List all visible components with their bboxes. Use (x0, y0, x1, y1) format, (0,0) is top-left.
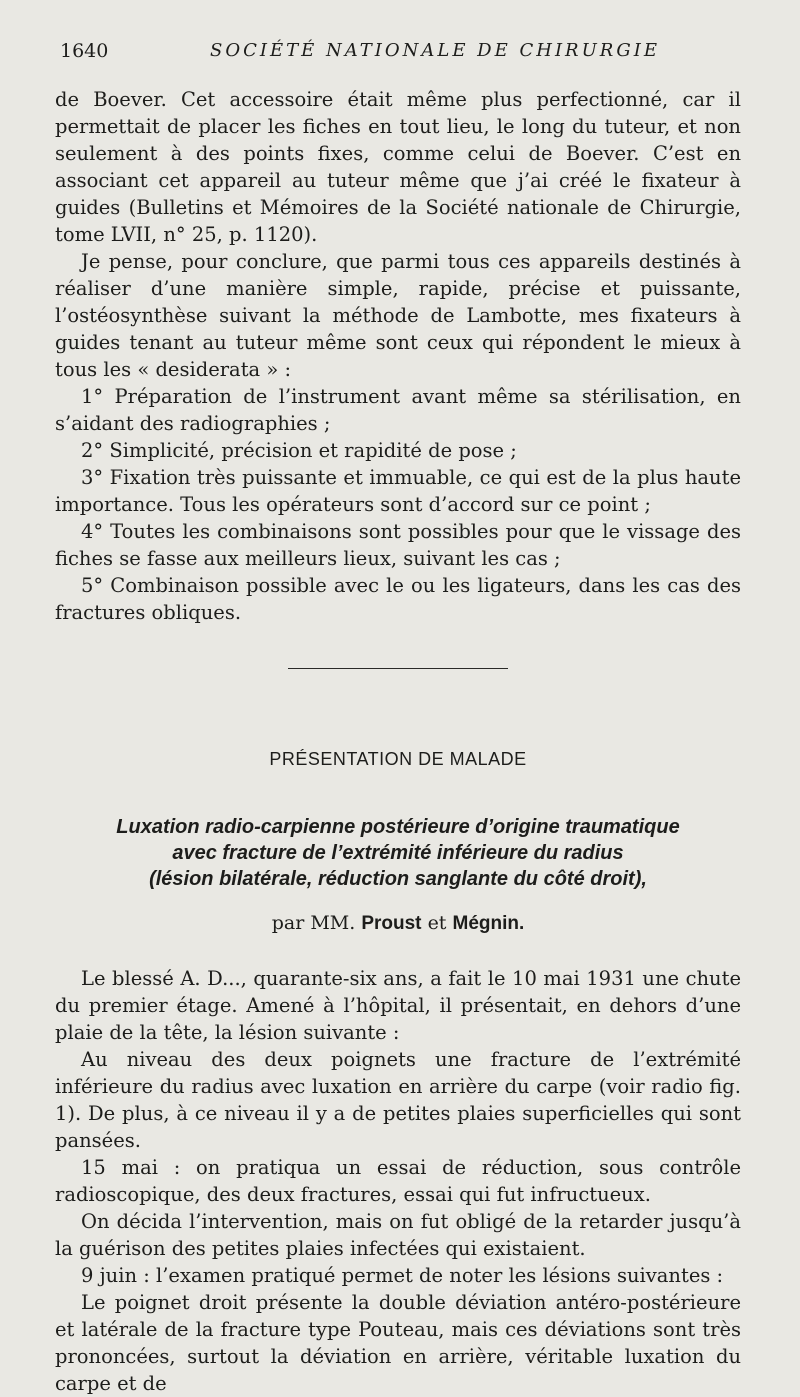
authors-and: et (427, 912, 447, 934)
list-item: 1° Préparation de l’instrument avant même sa stérilisation, en s’aidant des radiographies ; (55, 385, 741, 435)
paragraph: 9 juin : l’examen pratiqué permet de noter les lésions suivantes : (81, 1264, 724, 1287)
authors-prefix: par MM. (271, 912, 356, 934)
paragraph: On décida l’intervention, mais on fut obligé de la retarder jusqu’à la guérison des petites plaies infectées qui existaient. (55, 1210, 741, 1260)
page-number: 1640 (60, 40, 109, 62)
article-title-line: avec fracture de l’extrémité inférieure du radius (172, 842, 624, 864)
paragraph: Au niveau des deux poignets une fracture de l’extrémité inférieure du radius avec luxation en arrière du carpe (voir radio fig. 1). De plus, à ce niveau il y a de petites plaies superficielles qui sont pansées. (55, 1048, 741, 1152)
paragraph: Le poignet droit présente la double déviation antéro-postérieure et latérale de la fracture type Pouteau, mais ces déviations sont très prononcées, surtout la déviation en arrière, véritable luxation du carpe et de (55, 1291, 741, 1395)
running-title: SOCIÉTÉ NATIONALE DE CHIRURGIE (210, 40, 660, 61)
page-header (60, 36, 740, 66)
article-title-line: (lésion bilatérale, réduction sanglante du côté droit), (149, 868, 647, 890)
page-body (55, 86, 741, 1397)
list-item: 2° Simplicité, précision et rapidité de pose ; (81, 439, 517, 462)
author-name: Mégnin. (452, 913, 525, 934)
section-heading: PRÉSENTATION DE MALADE (269, 749, 527, 769)
list-item: 5° Combinaison possible avec le ou les ligateurs, dans les cas des fractures obliques. (55, 574, 741, 624)
article-title-line: Luxation radio-carpienne postérieure d’origine traumatique (116, 816, 680, 838)
paragraph: Je pense, pour conclure, que parmi tous ces appareils destinés à réaliser d’une manière simple, rapide, précise et puissante, l’ostéosynthèse suivant la méthode de Lambotte, mes fixateurs à guides tenant au tuteur même sont ceux qui répondent le mieux à tous les « desiderata » : (55, 250, 741, 381)
spacer (55, 935, 741, 965)
author-name: Proust (361, 913, 422, 934)
paragraph: Le blessé A. D..., quarante-six ans, a fait le 10 mai 1931 une chute du premier étage. Amené à l’hôpital, il présentait, en dehors d’une plaie de la tête, la lésion suivante : (55, 967, 741, 1044)
paragraph: 15 mai : on pratiqua un essai de réduction, sous contrôle radioscopique, des deux fractures, essai qui fut infructueux. (55, 1156, 741, 1206)
article-authors (55, 912, 741, 935)
section-divider (288, 668, 508, 669)
list-item: 4° Toutes les combinaisons sont possibles pour que le vissage des fiches se fasse aux meilleurs lieux, suivant les cas ; (55, 520, 741, 570)
paragraph: de Boever. Cet accessoire était même plus perfectionné, car il permettait de placer les fiches en tout lieu, le long du tuteur, et non seulement à des points fixes, comme celui de Boever. C’est en associant cet appareil au tuteur même que j’ai créé le fixateur à guides (Bulletins et Mémoires de la Société nationale de Chirurgie, tome LVII, n° 25, p. 1120). (55, 88, 741, 246)
list-item: 3° Fixation très puissante et immuable, ce qui est de la plus haute importance. Tous les opérateurs sont d’accord sur ce point ; (55, 466, 741, 516)
article-title (55, 814, 741, 892)
